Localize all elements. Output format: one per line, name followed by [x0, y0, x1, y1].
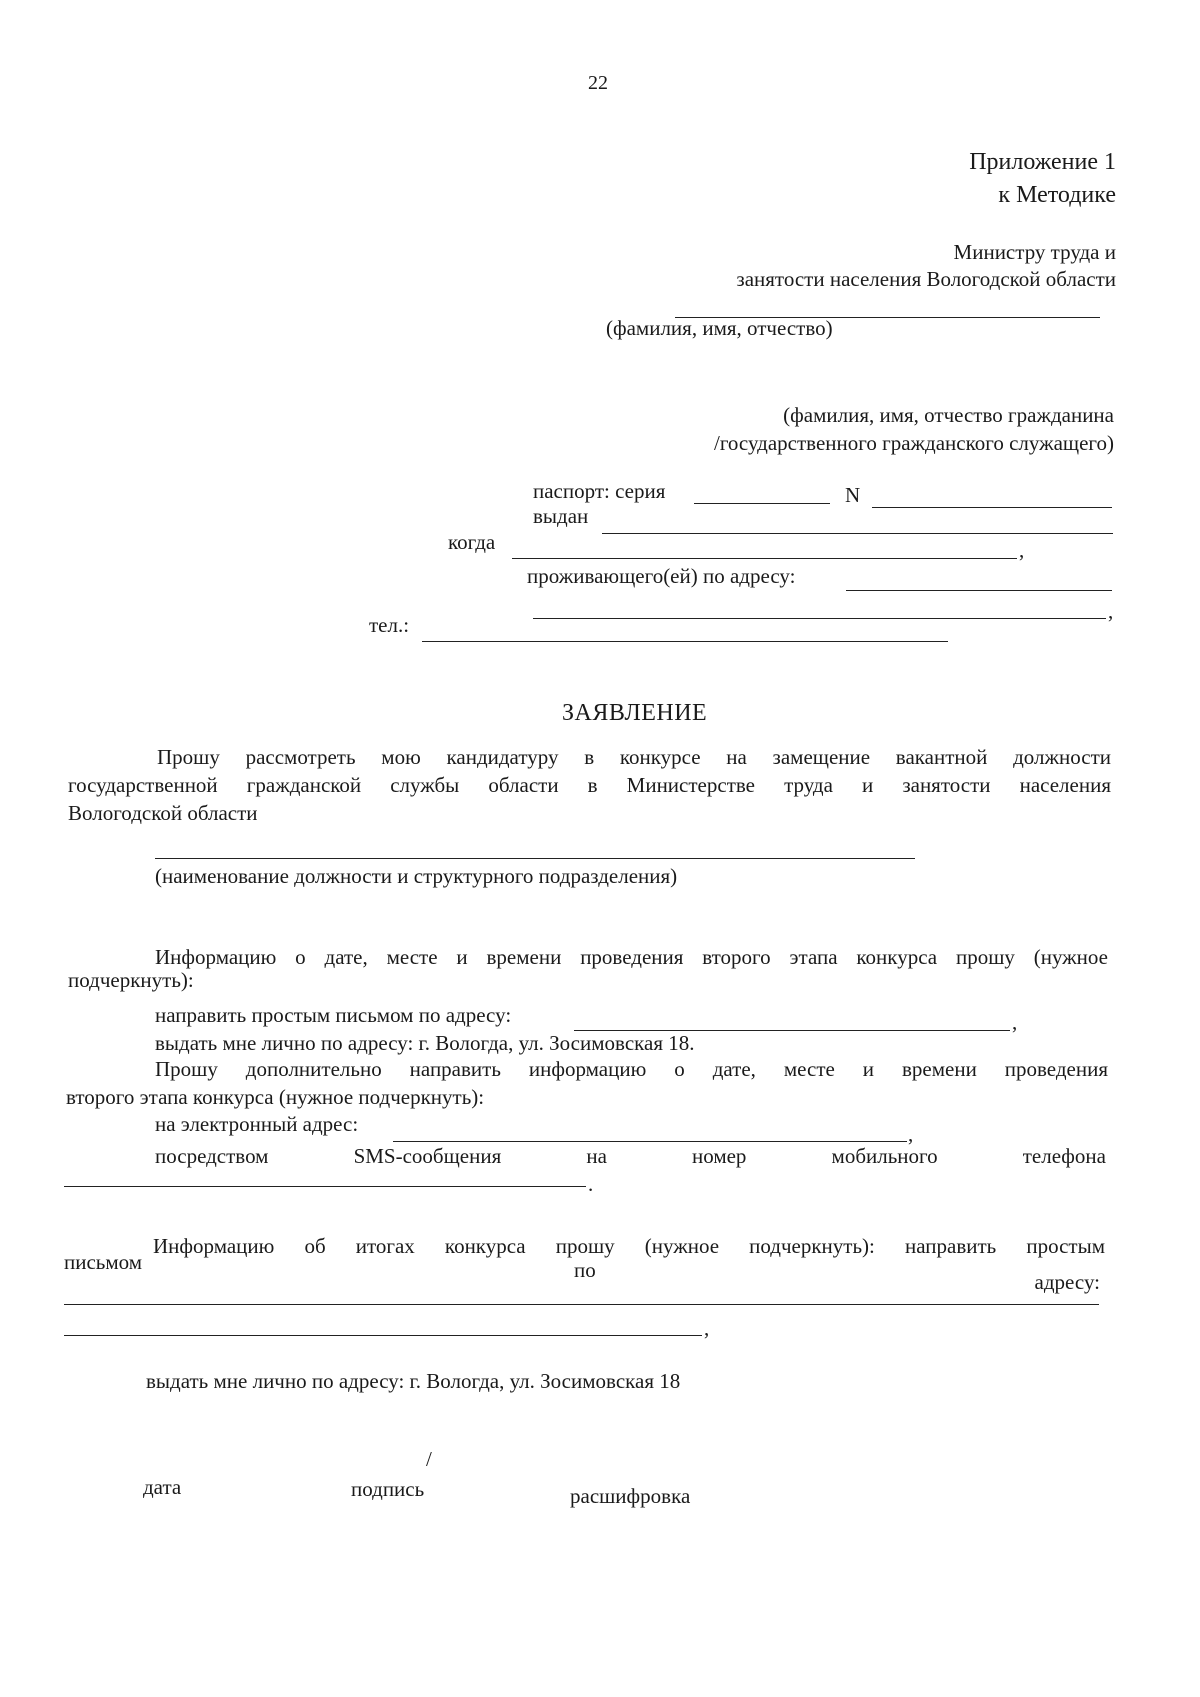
residing-label: проживающего(ей) по адресу: [527, 564, 796, 588]
results-address-line-1 [64, 1304, 1099, 1305]
passport-series-line [694, 503, 830, 504]
applicant-name-hint-2: /государственного гражданского служащего) [713, 431, 1114, 455]
addressee-line1: Министру труда и [953, 240, 1116, 264]
phone-label: тел.: [369, 613, 410, 637]
sms-word-2: SMS-сообщения [353, 1144, 502, 1168]
document-title: ЗАЯВЛЕНИЕ [562, 700, 708, 726]
in-person-label: выдать мне лично по адресу: г. Вологда, ул. Зосимовская 18. [155, 1031, 695, 1055]
sms-word-6: телефона [1022, 1144, 1106, 1168]
when-line [512, 558, 1017, 559]
phone-line [422, 641, 948, 642]
address-line [533, 618, 1106, 619]
signature-label: подпись [351, 1477, 425, 1501]
results-word-letter: письмом [64, 1250, 143, 1274]
sms-phone-line [64, 1186, 586, 1187]
additional-line-2: второго этапа конкурса (нужное подчеркнуть): [66, 1085, 485, 1109]
email-line [393, 1141, 907, 1142]
email-label: на электронный адрес: [155, 1112, 359, 1136]
request-line-3: Вологодской области [68, 801, 258, 825]
request-line-1: Прошу рассмотреть мою кандидатуру в конкурсе на замещение вакантной должности [157, 745, 1111, 769]
decoding-label: расшифровка [570, 1484, 691, 1508]
appendix-subtitle: к Методике [998, 182, 1116, 208]
request-line-2: государственной гражданской службы области в Министерстве труда и занятости населения [68, 773, 1111, 797]
results-line-1: Информацию об итогах конкурса прошу (нужное подчеркнуть): направить простым [153, 1234, 1105, 1258]
when-comma: , [1019, 538, 1025, 562]
minister-name-hint: (фамилия, имя, отчество) [606, 316, 833, 340]
sms-word-1: посредством [155, 1144, 269, 1168]
page-number: 22 [588, 72, 608, 94]
signature-slash: / [426, 1447, 432, 1471]
results-address-comma: , [704, 1316, 710, 1340]
position-line [155, 858, 915, 859]
applicant-name-hint-1: (фамилия, имя, отчество гражданина [783, 403, 1114, 427]
when-label: когда [448, 530, 496, 554]
results-word-by: по [574, 1258, 596, 1282]
results-in-person: выдать мне лично по адресу: г. Вологда, ул. Зосимовская 18 [146, 1369, 681, 1393]
second-stage-line-2: подчеркнуть): [68, 968, 194, 992]
sms-row [155, 1146, 1106, 1167]
passport-number-label: N [845, 483, 861, 507]
passport-series-label: паспорт: серия [533, 479, 666, 503]
second-stage-line-1: Информацию о дате, месте и времени проведения второго этапа конкурса прошу (нужное [155, 945, 1108, 969]
results-address-line-2 [64, 1335, 702, 1336]
address-comma: , [1108, 599, 1114, 623]
additional-line-1: Прошу дополнительно направить информацию о дате, месте и времени проведения [155, 1057, 1108, 1081]
passport-number-line [872, 507, 1112, 508]
sms-word-4: номер [691, 1144, 747, 1168]
residing-line [846, 590, 1112, 591]
sms-word-3: на [586, 1144, 607, 1168]
email-comma: , [908, 1122, 914, 1146]
sms-period: . [588, 1172, 594, 1196]
appendix-title: Приложение 1 [969, 149, 1116, 175]
results-word-address: адресу: [1034, 1270, 1100, 1294]
issued-line [602, 533, 1113, 534]
issued-label: выдан [533, 504, 589, 528]
by-mail-label: направить простым письмом по адресу: [155, 1003, 512, 1027]
date-label: дата [143, 1475, 182, 1499]
position-hint: (наименование должности и структурного подразделения) [155, 864, 678, 888]
sms-word-5: мобильного [831, 1144, 938, 1168]
by-mail-comma: , [1012, 1010, 1018, 1034]
addressee-line2: занятости населения Вологодской области [736, 267, 1116, 291]
